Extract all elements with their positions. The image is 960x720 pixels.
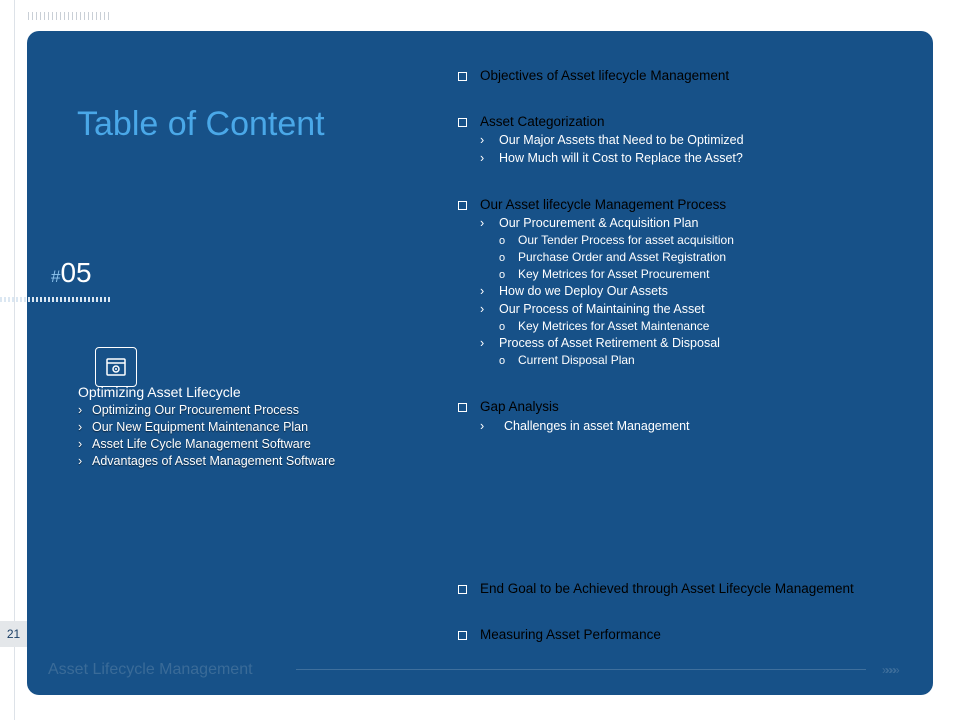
chevron-right-icon: › [480,151,485,165]
circle-bullet-icon: o [499,269,506,281]
toc-subitem[interactable]: › Our Process of Maintaining the Asset [480,302,705,316]
settings-window-icon [95,347,137,387]
chevron-right-icon: › [480,302,485,316]
list-item[interactable]: › Advantages of Asset Management Software [78,454,336,468]
list-item[interactable]: › Asset Life Cycle Management Software [78,437,311,451]
chevron-right-icon: › [78,420,83,434]
square-bullet-icon [458,201,467,210]
circle-bullet-icon: o [499,355,506,367]
toc-subitem[interactable]: › How Much will it Cost to Replace the Asset? [480,151,743,165]
footer-divider [296,669,866,670]
square-bullet-icon [458,631,467,640]
double-chevron-right-icon: »»»» [882,663,897,677]
chevron-right-icon: › [480,133,485,147]
toc-subsubitem[interactable]: o Purchase Order and Asset Registration [499,250,727,264]
section-number [51,257,92,289]
chevron-right-icon: › [480,216,485,230]
toc-subitem[interactable]: › Challenges in asset Management [480,419,690,433]
square-bullet-icon [458,72,467,81]
list-item[interactable]: › Our New Equipment Maintenance Plan [78,420,309,434]
circle-bullet-icon: o [499,321,506,333]
toc-subitem[interactable]: › Our Procurement & Acquisition Plan [480,216,699,230]
current-section-list [78,402,335,470]
top-tick-marks [28,12,112,20]
chevron-right-icon: › [78,403,83,417]
square-bullet-icon [458,403,467,412]
toc-subsubitem[interactable]: o Current Disposal Plan [499,353,635,367]
circle-bullet-icon: o [499,235,506,247]
section-hash: # [51,267,61,286]
section-tick-marks [0,297,110,302]
toc-subitem[interactable]: › Our Major Assets that Need to be Optimized [480,133,744,147]
toc-subsubitem[interactable]: o Our Tender Process for asset acquisition [499,233,734,247]
footer-title: Asset Lifecycle Management [48,661,253,678]
list-item[interactable]: › Optimizing Our Procurement Process [78,403,300,417]
current-section-heading: Optimizing Asset Lifecycle [78,384,241,400]
slide-title: Table of Content [77,105,325,143]
square-bullet-icon [458,118,467,127]
chevron-right-icon: › [480,284,485,298]
current-section [78,384,335,470]
toc-subitem[interactable]: › How do we Deploy Our Assets [480,284,668,298]
chevron-right-icon: › [480,419,485,433]
toc-subitem[interactable]: › Process of Asset Retirement & Disposal [480,336,720,350]
chevron-right-icon: › [480,336,485,350]
circle-bullet-icon: o [499,252,506,264]
toc-subsubitem[interactable]: o Key Metrices for Asset Maintenance [499,319,710,333]
page-number: 21 [0,621,27,647]
square-bullet-icon [458,585,467,594]
chevron-right-icon: › [78,437,83,451]
section-number-value: 05 [60,257,92,288]
left-rule [14,0,15,720]
toc-subsubitem[interactable]: o Key Metrices for Asset Procurement [499,267,710,281]
chevron-right-icon: › [78,454,83,468]
